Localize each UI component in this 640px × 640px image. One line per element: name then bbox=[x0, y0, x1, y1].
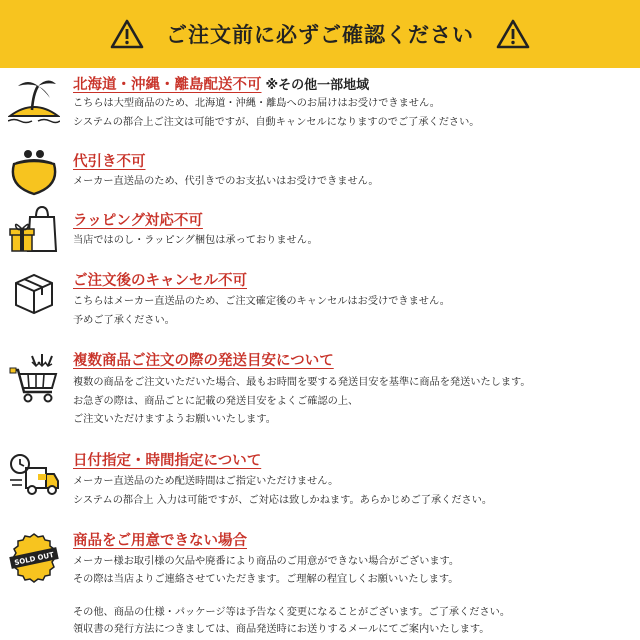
section-cod bbox=[0, 146, 640, 201]
section-line: メーカー直送品のため配送時間はご指定いただけません。 bbox=[73, 476, 339, 487]
section-line: 予めご了承ください。 bbox=[73, 315, 175, 326]
section-line: 複数の商品をご注文いただいた場合、最もお時間を要する発送目安を基準に商品を発送いたします。 bbox=[73, 377, 531, 388]
section-line: メーカー直送品のため、代引きでのお支払いはお受けできません。 bbox=[73, 176, 379, 187]
section-line: こちらはメーカー直送品のため、ご注文確定後のキャンセルはお受けできません。 bbox=[73, 296, 450, 307]
section-unavailable bbox=[0, 526, 640, 591]
island-palm-icon bbox=[8, 72, 60, 124]
section-date-time bbox=[0, 446, 640, 511]
section-remote-area bbox=[0, 70, 640, 140]
section-title: ご注文後のキャンセル不可 bbox=[73, 273, 247, 289]
section-line: システムの都合上ご注文は可能ですが、自動キャンセルになりますのでご了承ください。 bbox=[73, 117, 480, 128]
warning-banner bbox=[0, 0, 640, 68]
section-title: 代引き不可 bbox=[73, 154, 146, 170]
section-title: 複数商品ご注文の際の発送目安について bbox=[73, 353, 334, 369]
title-text: 北海道・沖縄・離島配送不可 bbox=[73, 77, 262, 93]
warning-icon bbox=[110, 19, 144, 49]
footer-note: 領収書の発行方法につきましては、商品発送時にお送りするメールにてご案内いたします。 bbox=[73, 624, 490, 635]
section-title bbox=[73, 73, 369, 94]
section-cancel bbox=[0, 265, 640, 330]
section-line: システムの都合上 入力は可能ですが、ご対応は致しかねます。あらかじめご了承ください。 bbox=[73, 495, 493, 506]
sold-out-badge-icon bbox=[8, 532, 60, 584]
delivery-truck-clock-icon bbox=[8, 450, 60, 502]
section-line: こちらは大型商品のため、北海道・沖縄・離島へのお届けはお受けできません。 bbox=[73, 98, 440, 109]
section-wrapping bbox=[0, 205, 640, 260]
section-line: 当店ではのし・ラッピング梱包は承っておりません。 bbox=[73, 235, 318, 246]
section-line: ご注文いただけますようお願いいたします。 bbox=[73, 414, 276, 425]
section-line: その際は当店よりご連絡させていただきます。ご理解の程宜しくお願いいたします。 bbox=[73, 574, 459, 585]
title-note: ※その他一部地域 bbox=[265, 78, 370, 93]
coin-purse-icon bbox=[8, 146, 60, 198]
banner-title: ご注文前に必ずご確認ください bbox=[166, 23, 474, 47]
section-line: メーカー様お取引様の欠品や廃番により商品のご用意ができない場合がございます。 bbox=[73, 556, 460, 567]
section-title: 日付指定・時間指定について bbox=[73, 453, 262, 469]
warning-icon bbox=[496, 19, 530, 49]
section-multiple-items bbox=[0, 346, 640, 431]
sold-out-label: SOLD OUT bbox=[13, 550, 55, 568]
section-title: 商品をご用意できない場合 bbox=[73, 533, 247, 549]
shopping-cart-icon bbox=[8, 352, 60, 404]
cardboard-box-icon bbox=[8, 267, 60, 319]
section-title: ラッピング対応不可 bbox=[73, 213, 203, 229]
footer-note: その他、商品の仕様・パッケージ等は予告なく変更になることがございます。ご了承ください。 bbox=[73, 607, 511, 618]
section-line: お急ぎの際は、商品ごとに記載の発送目安をよくご確認の上、 bbox=[73, 396, 359, 407]
gift-bag-icon bbox=[8, 205, 60, 257]
